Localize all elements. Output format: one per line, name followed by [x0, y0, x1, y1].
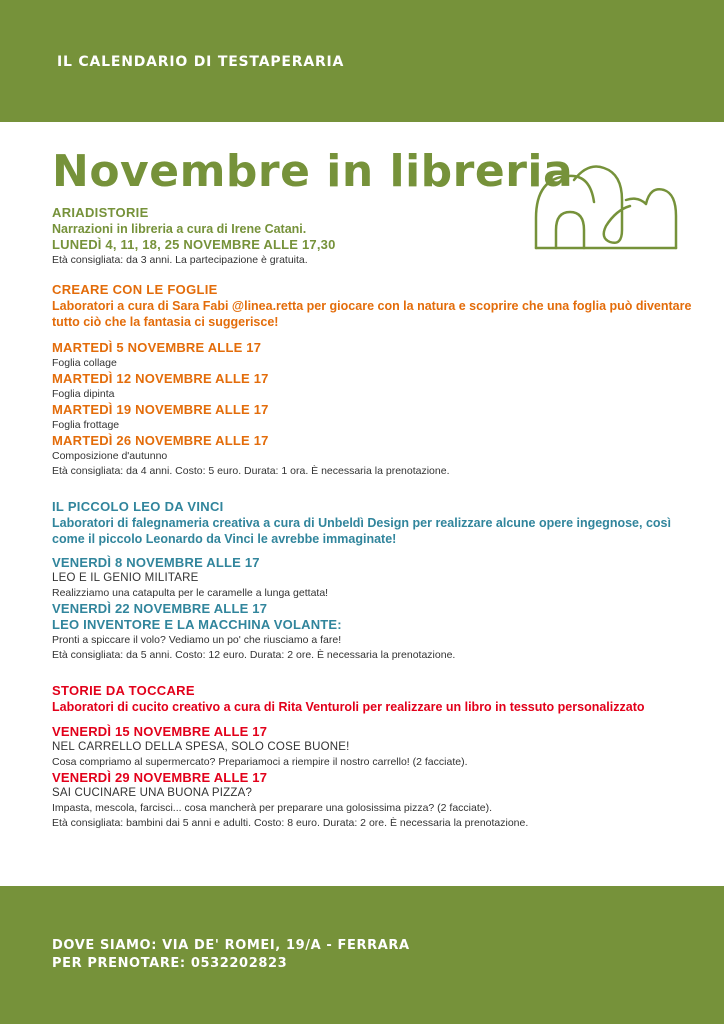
event-date: MARTEDÌ 12 NOVEMBRE ALLE 17	[52, 371, 269, 386]
section-info: Età consigliata: da 5 anni. Costo: 12 euro. Durata: 2 ore. È necessaria la prenotazione.	[52, 649, 456, 661]
section-creare-con-le-foglie	[52, 282, 692, 479]
event-title: Foglia dipinta	[52, 388, 115, 400]
section-info: Età consigliata: bambini dai 5 anni e adulti. Costo: 8 euro. Durata: 2 ore. È necessaria la prenotazione.	[52, 817, 529, 829]
footer-booking-phone: PER PRENOTARE: 0532202823	[52, 956, 288, 971]
section-heading: IL PICCOLO LEO DA VINCI	[52, 499, 224, 514]
section-info: Età consigliata: da 4 anni. Costo: 5 euro. Durata: 1 ora. È necessaria la prenotazione.	[52, 465, 450, 477]
events-list	[52, 205, 692, 831]
section-heading: STORIE DA TOCCARE	[52, 683, 195, 698]
event-date: MARTEDÌ 5 NOVEMBRE ALLE 17	[52, 340, 262, 355]
section-ariadistorie	[52, 205, 692, 268]
header-banner	[0, 0, 724, 122]
event-text: Pronti a spiccare il volo? Vediamo un po' che riusciamo a fare!	[52, 634, 342, 646]
event-date: VENERDÌ 22 NOVEMBRE ALLE 17	[52, 601, 268, 616]
event-date: VENERDÌ 8 NOVEMBRE ALLE 17	[52, 555, 260, 570]
event-date: VENERDÌ 29 NOVEMBRE ALLE 17	[52, 770, 268, 785]
section-heading: CREARE CON LE FOGLIE	[52, 282, 218, 297]
section-description: Narrazioni in libreria a cura di Irene Catani.	[52, 222, 307, 236]
section-info: Età consigliata: da 3 anni. La partecipazione è gratuita.	[52, 254, 308, 266]
event-text: Cosa compriamo al supermercato? Prepariamoci a riempire il nostro carrello! (2 facciate).	[52, 756, 468, 768]
event-title: Composizione d'autunno	[52, 450, 168, 462]
event-text: Realizziamo una catapulta per le caramelle a lunga gettata!	[52, 587, 329, 599]
section-heading: ARIADISTORIE	[52, 205, 149, 220]
section-description: Laboratori di cucito creativo a cura di Rita Venturoli per realizzare un libro in tessuto personalizzato	[52, 700, 645, 714]
footer-address: DOVE SIAMO: VIA DE' ROMEI, 19/A - FERRARA	[52, 938, 410, 953]
event-title: NEL CARRELLO DELLA SPESA, SOLO COSE BUONE!	[52, 741, 350, 753]
event-title: SAI CUCINARE UNA BUONA PIZZA?	[52, 787, 253, 799]
section-storie-da-toccare	[52, 683, 692, 831]
event-text: Impasta, mescola, farcisci... cosa mancherà per preparare una golosissima pizza? (2 facciate).	[52, 802, 493, 814]
event-title: Foglia frottage	[52, 419, 120, 431]
header-title: IL CALENDARIO DI TESTAPERARIA	[57, 54, 345, 70]
event-title: LEO INVENTORE E LA MACCHINA VOLANTE:	[52, 617, 342, 632]
event-date: LUNEDÌ 4, 11, 18, 25 NOVEMBRE ALLE 17,30	[52, 237, 336, 252]
page-title: Novembre in libreria	[52, 146, 574, 197]
section-description: Laboratori a cura di Sara Fabi @linea.retta per giocare con la natura e scoprire che una foglia può diventare tutto ciò che la fantasia ci suggerisce!	[52, 299, 692, 329]
event-title: LEO E IL GENIO MILITARE	[52, 572, 199, 584]
footer-banner	[0, 886, 724, 1024]
event-date: VENERDÌ 15 NOVEMBRE ALLE 17	[52, 724, 268, 739]
event-title: Foglia collage	[52, 357, 117, 369]
event-date: MARTEDÌ 26 NOVEMBRE ALLE 17	[52, 433, 269, 448]
event-date: MARTEDÌ 19 NOVEMBRE ALLE 17	[52, 402, 269, 417]
section-description: Laboratori di falegnameria creativa a cura di Unbeldì Design per realizzare alcune opere ingegnose, così come il piccolo Leonardo da Vinci le avrebbe immaginate!	[52, 516, 671, 546]
section-il-piccolo-leo-da-vinci	[52, 499, 692, 663]
